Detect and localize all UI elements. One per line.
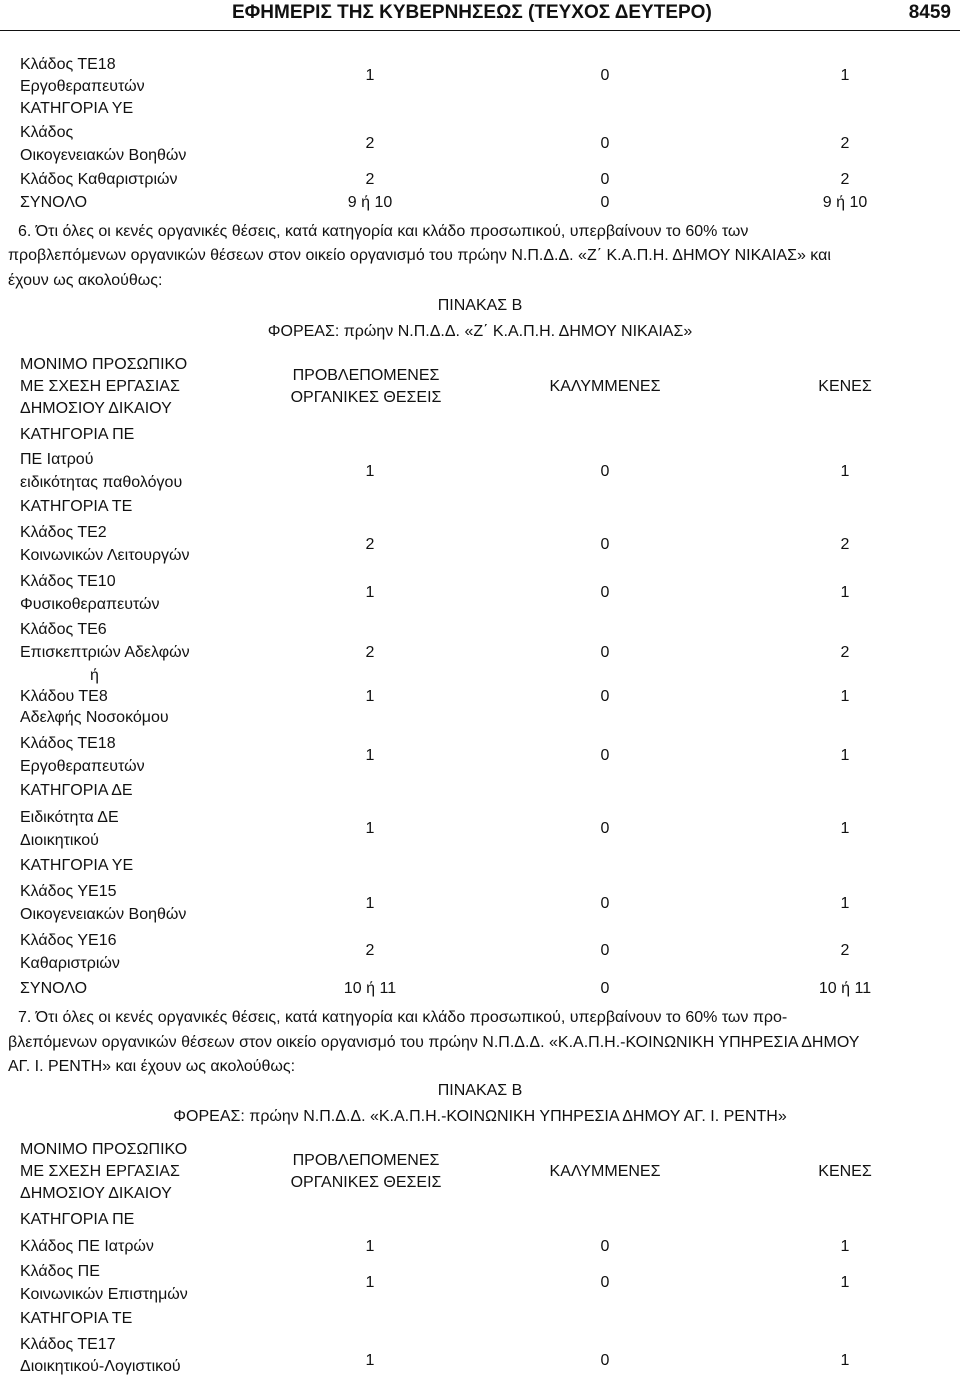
cell-vacant: 2: [840, 536, 850, 553]
paragraph-line: βλεπόμενων οργανικών θέσεων στον οικείο οργανισμό του πρώην Ν.Π.Δ.Δ. «Κ.Α.Π.Η.-ΚΟΙΝΩΝΙΚΗ ΥΠΗΡΕΣΙΑ ΔΗΜΟΥ: [8, 1034, 860, 1051]
table-title: ΠΙΝΑΚΑΣ Β: [437, 297, 523, 314]
cell-filled: 0: [600, 644, 610, 661]
paragraph-line: έχουν ως ακολούθως:: [8, 272, 163, 289]
cell-provided: 1: [365, 463, 375, 480]
header-provided: ΟΡΓΑΝΙΚΕΣ ΘΕΣΕΙΣ: [290, 389, 442, 406]
cell-vacant: 2: [840, 644, 850, 661]
total-label: ΣΥΝΟΛΟ: [20, 194, 88, 211]
row-label: Κλάδος ΤΕ2: [20, 524, 107, 541]
cell-vacant: 1: [840, 688, 850, 705]
cell-provided: 1: [365, 1238, 375, 1255]
cell-vacant: 1: [840, 1352, 850, 1369]
cell-provided: 1: [365, 1352, 375, 1369]
row-label: Κλάδος ΠΕ Ιατρών: [20, 1238, 154, 1255]
cell-filled: 0: [600, 536, 610, 553]
paragraph-line: προβλεπόμενων οργανικών θέσεων στον οικείο οργανισμό του πρώην Ν.Π.Δ.Δ. «Ζ΄ Κ.Α.Π.Η. ΔΗΜΟΥ ΝΙΚΑΙΑΣ» και: [8, 247, 831, 264]
row-label: Κλάδος: [20, 124, 74, 141]
header-category: ΔΗΜΟΣΙΟΥ ΔΙΚΑΙΟΥ: [20, 1185, 172, 1202]
cell-vacant: 2: [840, 942, 850, 959]
category-label: ΚΑΤΗΓΟΡΙΑ ΥΕ: [20, 100, 134, 117]
header-filled: ΚΑΛΥΜΜΕΝΕΣ: [549, 1163, 661, 1180]
cell-filled: 0: [600, 463, 610, 480]
cell-provided: 2: [365, 171, 375, 188]
cell-provided: 1: [365, 895, 375, 912]
row-label: Εργοθεραπευτών: [20, 758, 145, 775]
row-label: ΠΕ Ιατρού: [20, 451, 94, 468]
row-label: Εργοθεραπευτών: [20, 78, 145, 95]
cell-provided: 1: [365, 688, 375, 705]
cell-filled: 0: [600, 942, 610, 959]
cell-vacant: 1: [840, 67, 850, 84]
row-label: Διοικητικού: [20, 832, 99, 849]
total-provided: 10 ή 11: [343, 980, 397, 997]
total-provided: 9 ή 10: [347, 194, 393, 211]
header-vacant: ΚΕΝΕΣ: [818, 378, 872, 395]
row-label: Φυσικοθεραπευτών: [20, 596, 160, 613]
header-category: ΔΗΜΟΣΙΟΥ ΔΙΚΑΙΟΥ: [20, 400, 172, 417]
row-label: ειδικότητας παθολόγου: [20, 474, 183, 491]
header-provided: ΟΡΓΑΝΙΚΕΣ ΘΕΣΕΙΣ: [290, 1174, 442, 1191]
header-provided: ΠΡΟΒΛΕΠΟΜΕΝΕΣ: [292, 1152, 440, 1169]
row-label: Ειδικότητα ΔΕ: [20, 809, 119, 826]
category-label: ΚΑΤΗΓΟΡΙΑ ΠΕ: [20, 426, 135, 443]
row-label: Κοινωνικών Επιστημών: [20, 1286, 188, 1303]
header-vacant: ΚΕΝΕΣ: [818, 1163, 872, 1180]
row-label: Διοικητικού-Λογιστικού: [20, 1358, 181, 1375]
header-category: ΜΕ ΣΧΕΣΗ ΕΡΓΑΣΙΑΣ: [20, 1163, 180, 1180]
or-label: ή: [90, 667, 99, 684]
table-subtitle: ΦΟΡΕΑΣ: πρώην Ν.Π.Δ.Δ. «Κ.Α.Π.Η.-ΚΟΙΝΩΝΙΚΗ ΥΠΗΡΕΣΙΑ ΔΗΜΟΥ ΑΓ. Ι. ΡΕΝΤΗ»: [173, 1108, 787, 1125]
header-category: ΜΟΝΙΜΟ ΠΡΟΣΩΠΙΚΟ: [20, 1141, 188, 1158]
category-label: ΚΑΤΗΓΟΡΙΑ ΤΕ: [20, 1310, 133, 1327]
row-label: Κλάδου ΤΕ8: [20, 688, 108, 705]
total-label: ΣΥΝΟΛΟ: [20, 980, 88, 997]
row-label: Κλάδος ΥΕ16: [20, 932, 117, 949]
cell-provided: 1: [365, 747, 375, 764]
row-label: Κλάδος ΤΕ6: [20, 621, 107, 638]
header-category: ΜΟΝΙΜΟ ΠΡΟΣΩΠΙΚΟ: [20, 356, 188, 373]
cell-filled: 0: [600, 747, 610, 764]
total-vacant: 10 ή 11: [818, 980, 872, 997]
row-label: Οικογενειακών Βοηθών: [20, 906, 187, 923]
table-title: ΠΙΝΑΚΑΣ Β: [437, 1082, 523, 1099]
row-label: Καθαριστριών: [20, 955, 120, 972]
cell-vacant: 1: [840, 463, 850, 480]
cell-provided: 1: [365, 584, 375, 601]
cell-filled: 0: [600, 584, 610, 601]
row-label: Οικογενειακών Βοηθών: [20, 147, 187, 164]
cell-vacant: 1: [840, 1238, 850, 1255]
row-label: Κλάδος ΤΕ18: [20, 56, 116, 73]
header-filled: ΚΑΛΥΜΜΕΝΕΣ: [549, 378, 661, 395]
header-provided: ΠΡΟΒΛΕΠΟΜΕΝΕΣ: [292, 367, 440, 384]
row-label: Κλάδος ΤΕ18: [20, 735, 116, 752]
row-label: Κλάδος ΤΕ10: [20, 573, 116, 590]
cell-filled: 0: [600, 688, 610, 705]
cell-vacant: 2: [840, 171, 850, 188]
cell-vacant: 1: [840, 895, 850, 912]
paragraph-line: 6. Ότι όλες οι κενές οργανικές θέσεις, κατά κατηγορία και κλάδο προσωπικού, υπερβαίνουν το 60% των: [18, 223, 749, 240]
cell-filled: 0: [600, 171, 610, 188]
cell-provided: 2: [365, 644, 375, 661]
cell-filled: 0: [600, 895, 610, 912]
cell-provided: 1: [365, 67, 375, 84]
cell-provided: 1: [365, 1274, 375, 1291]
category-label: ΚΑΤΗΓΟΡΙΑ ΤΕ: [20, 498, 133, 515]
row-label: Κλάδος ΤΕ17: [20, 1336, 116, 1353]
cell-provided: 2: [365, 135, 375, 152]
page-header: [0, 0, 960, 31]
cell-provided: 2: [365, 536, 375, 553]
cell-vacant: 1: [840, 1274, 850, 1291]
total-filled: 0: [600, 194, 610, 211]
cell-vacant: 1: [840, 584, 850, 601]
total-vacant: 9 ή 10: [822, 194, 868, 211]
gazette-title: ΕΦΗΜΕΡΙΣ ΤΗΣ ΚΥΒΕΡΝΗΣΕΩΣ (ΤΕΥΧΟΣ ΔΕΥΤΕΡΟ): [232, 2, 712, 23]
cell-vacant: 2: [840, 135, 850, 152]
category-label: ΚΑΤΗΓΟΡΙΑ ΔΕ: [20, 782, 133, 799]
row-label: Κλάδος ΠΕ: [20, 1263, 100, 1280]
table-subtitle: ΦΟΡΕΑΣ: πρώην Ν.Π.Δ.Δ. «Ζ΄ Κ.Α.Π.Η. ΔΗΜΟΥ ΝΙΚΑΙΑΣ»: [267, 323, 693, 340]
page-number: 8459: [908, 2, 951, 23]
row-label: Κοινωνικών Λειτουργών: [20, 547, 190, 564]
paragraph-line: 7. Ότι όλες οι κενές οργανικές θέσεις, κατά κατηγορία και κλάδο προσωπικού, υπερβαίνουν το 60% των προ-: [18, 1009, 788, 1026]
cell-filled: 0: [600, 1274, 610, 1291]
cell-filled: 0: [600, 1352, 610, 1369]
cell-filled: 0: [600, 67, 610, 84]
cell-filled: 0: [600, 135, 610, 152]
row-label: Κλάδος Καθαριστριών: [20, 171, 178, 188]
category-label: ΚΑΤΗΓΟΡΙΑ ΠΕ: [20, 1211, 135, 1228]
category-label: ΚΑΤΗΓΟΡΙΑ ΥΕ: [20, 857, 134, 874]
total-filled: 0: [600, 980, 610, 997]
cell-filled: 0: [600, 1238, 610, 1255]
cell-provided: 1: [365, 820, 375, 837]
row-label: Κλάδος ΥΕ15: [20, 883, 117, 900]
cell-vacant: 1: [840, 820, 850, 837]
cell-filled: 0: [600, 820, 610, 837]
paragraph-line: ΑΓ. Ι. ΡΕΝΤΗ» και έχουν ως ακολούθως:: [8, 1058, 296, 1075]
cell-vacant: 1: [840, 747, 850, 764]
row-label: Επισκεπτριών Αδελφών: [20, 644, 190, 661]
cell-provided: 2: [365, 942, 375, 959]
header-category: ΜΕ ΣΧΕΣΗ ΕΡΓΑΣΙΑΣ: [20, 378, 180, 395]
row-label: Αδελφής Νοσοκόμου: [20, 709, 169, 726]
